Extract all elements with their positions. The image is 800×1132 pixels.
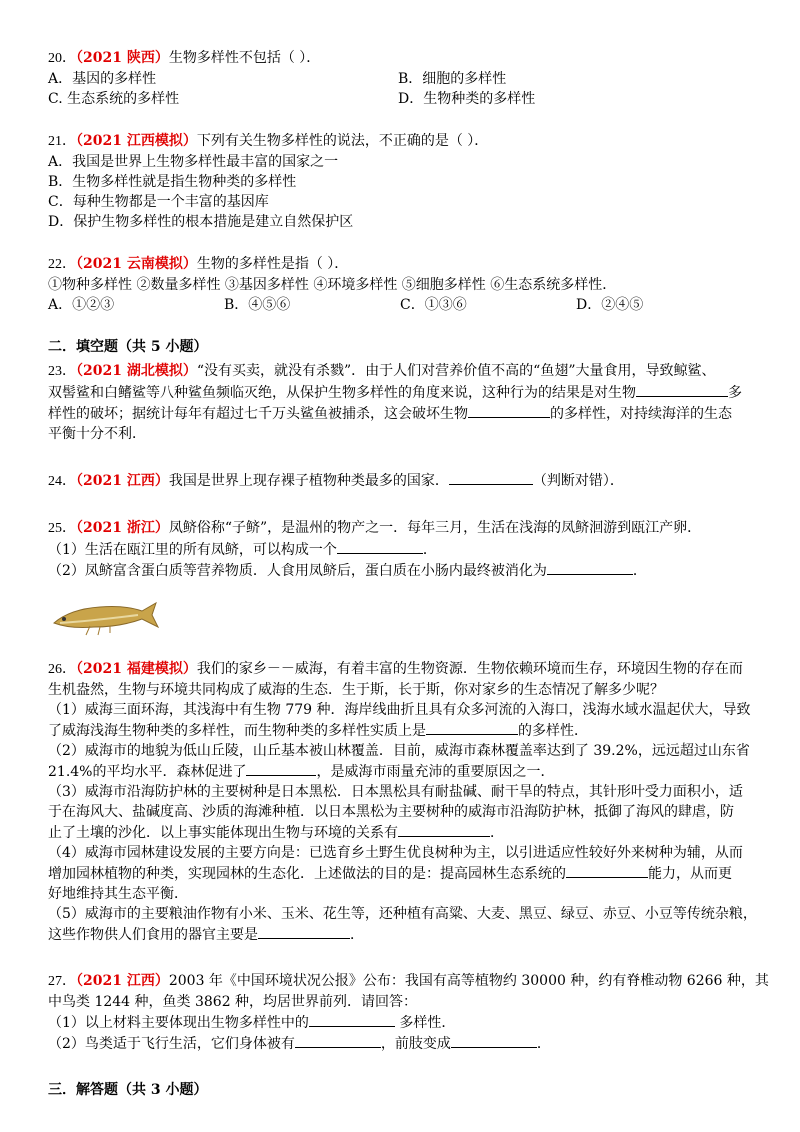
- sub-question-2: ，是威海市雨量充沛的重要原因之一．: [316, 764, 555, 780]
- question-stem: 生物多样性不包括（ ）．: [168, 50, 321, 66]
- sub-question-1: 了威海浅海生物种类的多样性，而生物种类的多样性实质上是: [48, 723, 426, 739]
- question-number: 25．: [48, 521, 76, 536]
- question-number: 23．: [48, 364, 76, 379]
- sub-question-4: 好地维持其生态平衡．: [48, 886, 188, 902]
- question-source: （2021 陕西）: [76, 50, 169, 66]
- answer-blank[interactable]: [636, 382, 728, 397]
- answer-blank[interactable]: [547, 560, 633, 575]
- question-text: 凤鲚俗称“子鲚”，是温州的物产之一．每年三月，生活在浅海的凤鲚洄游到瓯江产卵．: [168, 520, 702, 536]
- question-text: （判断对错）．: [532, 473, 624, 489]
- question-source: （2021 浙江）: [76, 520, 169, 536]
- question-number: 27．: [48, 974, 76, 989]
- sub-question-2: （2）鸟类适于飞行生活，它们身体被有: [48, 1036, 295, 1052]
- question-source: （2021 云南模拟）: [76, 256, 197, 272]
- question-source: （2021 江西模拟）: [76, 133, 197, 149]
- sub-question-3: 止了土壤的沙化．以上事实能体现出生物与环境的关系有: [48, 825, 398, 841]
- fish-image: [50, 593, 160, 637]
- document-page: [48, 48, 769, 1100]
- question-25: [48, 518, 760, 637]
- question-source: （2021 湖北模拟）: [76, 363, 197, 379]
- question-23: [48, 361, 760, 444]
- sub-question-1: （1）威海三面环海，其浅海中有生物 779 种．海岸线曲折且具有众多河流的入海口，浅海水域水温起伏大，导致: [48, 702, 751, 718]
- punctuation: ．: [632, 563, 647, 579]
- question-number: 22．: [48, 257, 76, 272]
- answer-blank[interactable]: [426, 720, 518, 735]
- question-text: 生机盎然，生物与环境共同构成了威海的生态．生于斯，长于斯，你对家乡的生态情况了解多少呢？: [48, 682, 664, 698]
- answer-blank[interactable]: [258, 924, 350, 939]
- sub-question-1: 的多样性．: [518, 723, 588, 739]
- question-text: 中鸟类 1244 种，鱼类 3862 种，均居世界前列．请回答：: [48, 994, 418, 1010]
- option-d: D．②④⑤: [576, 297, 644, 313]
- question-text: 2003 年《中国环境状况公报》公布：我国有高等植物约 30000 种，约有脊椎动物 6266 种，其: [168, 973, 769, 989]
- option-c: C．每种生物都是一个丰富的基因库: [48, 194, 269, 210]
- sub-question-4: （4）威海市园林建设发展的主要方向是：已选育乡土野生优良树种为主，以引进适应性较好外来树种为辅，从而: [48, 845, 743, 861]
- question-24: [48, 470, 760, 492]
- sub-question-1: 多样性．: [394, 1015, 456, 1031]
- sub-question-2: ，前肢变成: [380, 1036, 451, 1052]
- option-d: D．保护生物多样性的根本措施是建立自然保护区: [48, 214, 354, 230]
- question-number: 21．: [48, 134, 76, 149]
- option-c: C．①③⑥: [400, 297, 467, 313]
- sub-question-1: （1）以上材料主要体现出生物多样性中的: [48, 1015, 309, 1031]
- sub-question-1: （1）生活在瓯江里的所有凤鲚，可以构成一个: [48, 542, 337, 558]
- question-source: （2021 江西）: [76, 973, 169, 989]
- punctuation: ．: [536, 1036, 551, 1052]
- question-number: 26．: [48, 662, 76, 677]
- option-a: A．基因的多样性: [48, 71, 157, 87]
- question-26: [48, 659, 760, 945]
- option-b: B．细胞的多样性: [398, 71, 507, 87]
- question-20: [48, 48, 760, 109]
- sub-question-4: 能力，从而更: [648, 866, 732, 882]
- sub-question-2: （2）凤鲚富含蛋白质等营养物质．人食用凤鲚后，蛋白质在小肠内最终被消化为: [48, 563, 547, 579]
- question-source: （2021 福建模拟）: [76, 661, 197, 677]
- sub-question-3: 于在海风大、盐碱度高、沙质的海滩种植．以日本黑松为主要树种的威海市沿海防护林，抵御了海风的肆虐，防: [48, 804, 734, 820]
- question-stem: 生物的多样性是指（ ）．: [196, 256, 349, 272]
- answer-blank[interactable]: [451, 1033, 537, 1048]
- question-items: ①物种多样性 ②数量多样性 ③基因多样性 ④环境多样性 ⑤细胞多样性 ⑥生态系统多样性．: [48, 277, 617, 293]
- section-heading-fill-in: 二．填空题（共 5 小题）: [48, 339, 208, 355]
- answer-blank[interactable]: [449, 470, 533, 485]
- question-21: [48, 131, 760, 232]
- question-22: [48, 254, 760, 315]
- question-source: （2021 江西）: [76, 473, 169, 489]
- punctuation: ．: [350, 927, 364, 943]
- sub-question-5: 这些作物供人们食用的器官主要是: [48, 927, 258, 943]
- punctuation: ．: [490, 825, 504, 841]
- answer-blank[interactable]: [337, 539, 423, 554]
- sub-question-4: 增加园林植物的种类，实现园林的生态化．上述做法的目的是：提高园林生态系统的: [48, 866, 566, 882]
- answer-blank[interactable]: [246, 761, 316, 776]
- answer-blank[interactable]: [398, 822, 490, 837]
- option-a: A．①②③: [48, 297, 115, 313]
- question-number: 20．: [48, 51, 76, 66]
- question-text: 样性的破坏；据统计每年有超过七千万头鲨鱼被捕杀，这会破坏生物: [48, 406, 468, 422]
- answer-blank[interactable]: [566, 863, 648, 878]
- section-heading-answer: 三．解答题（共 3 小题）: [48, 1082, 208, 1098]
- question-text: 的多样性，对持续海洋的生态: [550, 406, 732, 422]
- answer-blank[interactable]: [468, 403, 550, 418]
- question-27: [48, 971, 769, 1054]
- question-stem: 下列有关生物多样性的说法，不正确的是（ ）．: [196, 133, 489, 149]
- question-text: “没有买卖，就没有杀戮”．由于人们对营养价值不高的“鱼翅”大量食用，导致鲸鲨、: [196, 363, 716, 379]
- question-text: 我们的家乡－－威海，有着丰富的生物资源．生物依赖环境而生存，环境因生物的存在而: [196, 661, 743, 677]
- option-d: D．生物种类的多样性: [398, 91, 536, 107]
- sub-question-2: （2）威海市的地貌为低山丘陵，山丘基本被山林覆盖．目前，威海市森林覆盖率达到了 39.2%，远远超过山东省: [48, 743, 750, 759]
- question-text: 平衡十分不利．: [48, 426, 146, 442]
- question-text: 双髻鲨和白鳍鲨等八种鲨鱼频临灭绝，从保护生物多样性的角度来说，这种行为的结果是对生物: [48, 385, 636, 401]
- answer-blank[interactable]: [309, 1012, 395, 1027]
- question-text: 多: [728, 385, 742, 401]
- question-text: 我国是世界上现存裸子植物种类最多的国家．: [168, 473, 449, 489]
- option-a: A．我国是世界上生物多样性最丰富的国家之一: [48, 154, 339, 170]
- option-b: B．生物多样性就是指生物种类的多样性: [48, 174, 297, 190]
- option-b: B．④⑤⑥: [224, 297, 291, 313]
- sub-question-2: 21.4%的平均水平．森林促进了: [48, 764, 247, 780]
- option-c: C. 生态系统的多样性: [48, 91, 180, 107]
- sub-question-5: （5）威海市的主要粮油作物有小米、玉米、花生等，还种植有高粱、大麦、黑豆、绿豆、赤豆、小豆等传统杂粮，: [48, 906, 757, 922]
- answer-blank[interactable]: [295, 1033, 381, 1048]
- sub-question-3: （3）威海市沿海防护林的主要树种是日本黑松．日本黑松具有耐盐碱、耐干旱的特点，其针形叶受力面积小，适: [48, 784, 743, 800]
- question-number: 24．: [48, 474, 76, 489]
- punctuation: ．: [422, 542, 437, 558]
